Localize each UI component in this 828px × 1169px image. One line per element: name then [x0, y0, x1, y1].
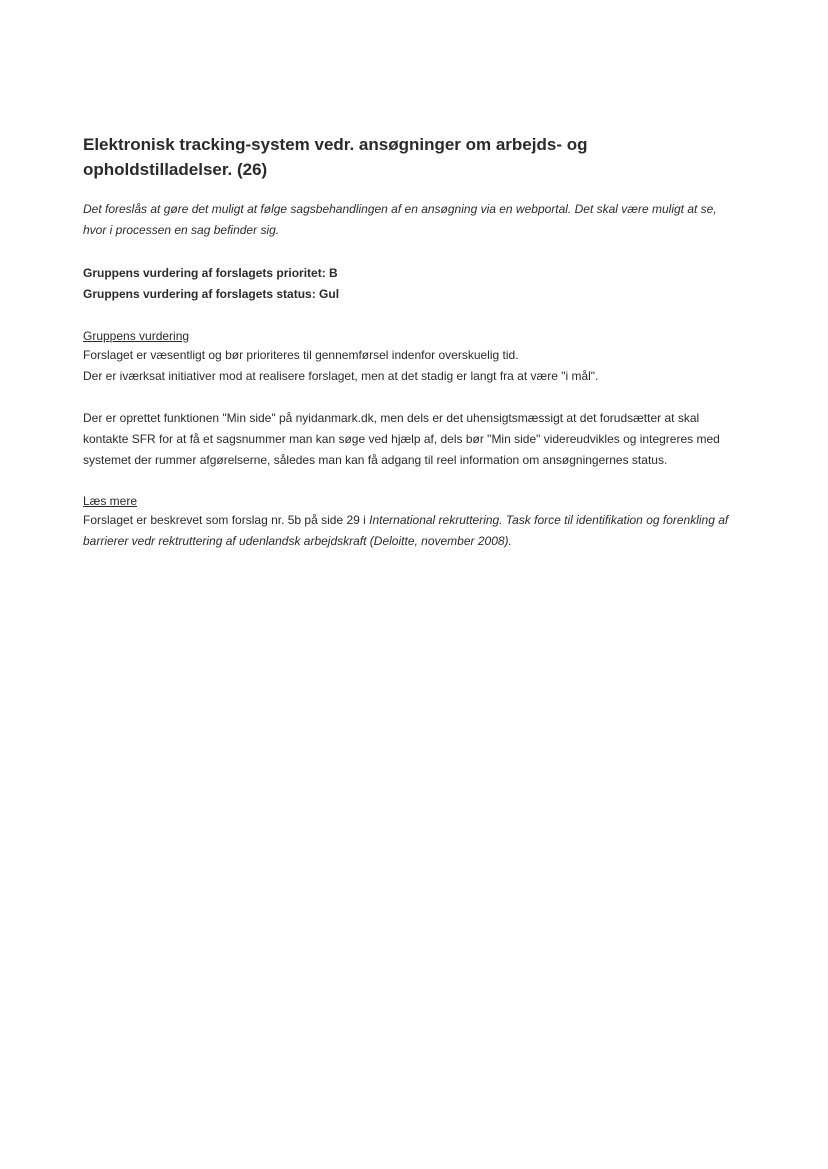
read-more-heading: Læs mere [83, 494, 138, 508]
spacer [83, 387, 733, 408]
spacer [83, 471, 733, 492]
status-rating: Gruppens vurdering af forslagets status: Gul [83, 287, 340, 301]
read-more-plain: Forslaget er beskrevet som forslag nr. 5b på side 29 i [83, 513, 370, 527]
document-title: Elektronisk tracking-system vedr. ansøgninger om arbejds- og opholdstilladelser. (26) [83, 135, 588, 179]
assessment-line-1: Forslaget er væsentligt og bør prioriteres til gennemførsel indenfor overskuelig tid. [83, 348, 519, 362]
priority-rating: Gruppens vurdering af forslagets prioritet: B [83, 266, 338, 280]
ratings-block [83, 263, 733, 305]
read-more-section [83, 492, 733, 552]
proposal-intro: Det foreslås at gøre det muligt at følge sagsbehandlingen af en ansøgning via en webportal. Det skal være muligt at se, hvor i processen en sag befinder sig. [83, 202, 717, 237]
assessment-paragraph-2: Der er oprettet funktionen "Min side" på nyidanmark.dk, men dels er det uhensigtsmæssigt at det forudsætter at skal kontakte SFR for at få et sagsnummer man kan søge ved hjælp af, dels bør "Min side" videreudvikles og integreres med systemet der rummer afgørelserne, således man kan få adgang til reel information om ansøgningernes status. [83, 411, 720, 467]
read-more-reference: International rekruttering. Task force til identifikation og forenkling af barrierer vedr rektruttering af udenlandsk arbejdskraft (Deloitte, november 2008). [83, 513, 729, 548]
assessment-heading: Gruppens vurdering [83, 329, 190, 343]
read-more-text [83, 510, 733, 552]
assessment-line-2: Der er iværksat initiativer mod at realisere forslaget, men at det stadig er langt fra at være "i mål". [83, 369, 599, 383]
document-page [83, 132, 733, 552]
assessment-section [83, 327, 733, 471]
